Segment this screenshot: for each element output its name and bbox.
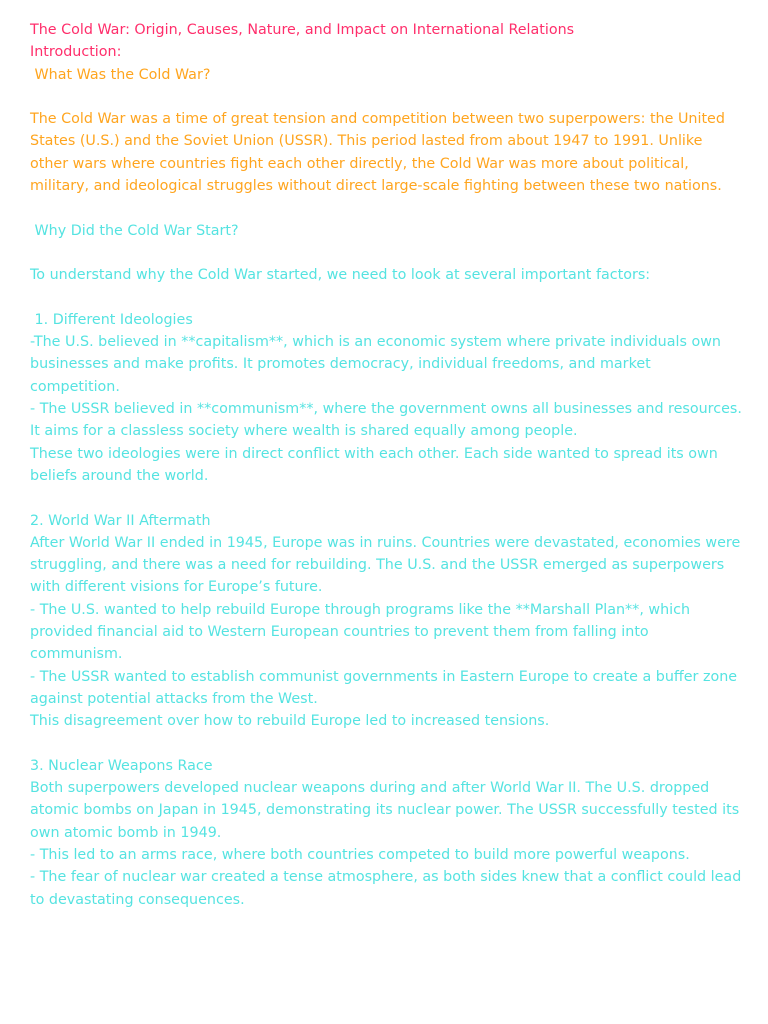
section-heading-ww2-aftermath: 2. World War II Aftermath [30,512,211,529]
section-heading-ideologies: 1. Different Ideologies [30,311,193,328]
ww2-us-bullet: - The U.S. wanted to help rebuild Europe through programs like the **Marshall Plan**, which provided financial aid to Western European countries to prevent them from falling into communism. [30,601,691,663]
spacer [30,487,745,509]
spacer [30,287,745,309]
nuclear-race-paragraph: Both superpowers developed nuclear weapons during and after World War II. The U.S. dropped atomic bombs on Japan in 1945, demonstrating its nuclear power. The USSR successfully tested its own atomic bomb in 1949. [30,780,740,841]
spacer [30,197,745,219]
question-why-start: Why Did the Cold War Start? [30,222,239,239]
intro-paragraph: The Cold War was a time of great tension and competition between two superpowers: the United States (U.S.) and the Soviet Union (USSR). This period lasted from about 1947 to 1991. Unlike other wars where countries fight each other directly, the Cold War was more about political, military, and ideological struggles without direct large-scale fighting between these two nations. [30,111,725,195]
ww2-aftermath-paragraph: After World War II ended in 1945, Europe was in ruins. Countries were devastated, economies were struggling, and there was a need for rebuilding. The U.S. and the USSR emerged as superpowers with different visions for Europe’s future. [30,534,741,596]
question-what-was-cold-war: What Was the Cold War? [30,66,211,83]
ww2-ussr-bullet: - The USSR wanted to establish communist governments in Eastern Europe to create a buffer zone against potential attacks from the West. [30,668,738,707]
document-body [30,19,745,911]
factors-intro-paragraph: To understand why the Cold War started, we need to look at several important factors: [30,267,651,284]
nuclear-arms-race-bullet: - This led to an arms race, where both countries competed to build more powerful weapons. [30,846,690,863]
spacer [30,86,745,108]
ideologies-conflict-text: These two ideologies were in direct conflict with each other. Each side wanted to spread its own beliefs around the world. [30,445,718,484]
spacer [30,242,745,264]
document-title: The Cold War: Origin, Causes, Nature, and Impact on International Relations [30,22,575,38]
introduction-label: Introduction: [30,44,122,61]
spacer [30,733,745,755]
ideologies-us-bullet: -The U.S. believed in **capitalism**, which is an economic system where private individuals own businesses and make profits. It promotes democracy, individual freedoms, and market competition. [30,334,721,395]
ww2-tension-text: This disagreement over how to rebuild Europe led to increased tensions. [30,713,550,730]
nuclear-fear-bullet: - The fear of nuclear war created a tense atmosphere, as both sides knew that a conflict could lead to devastating consequences. [30,869,742,908]
ideologies-ussr-bullet: - The USSR believed in **communism**, where the government owns all businesses and resources. It aims for a classless society where wealth is shared equally among people. [30,401,742,440]
section-heading-nuclear-race: 3. Nuclear Weapons Race [30,757,213,774]
